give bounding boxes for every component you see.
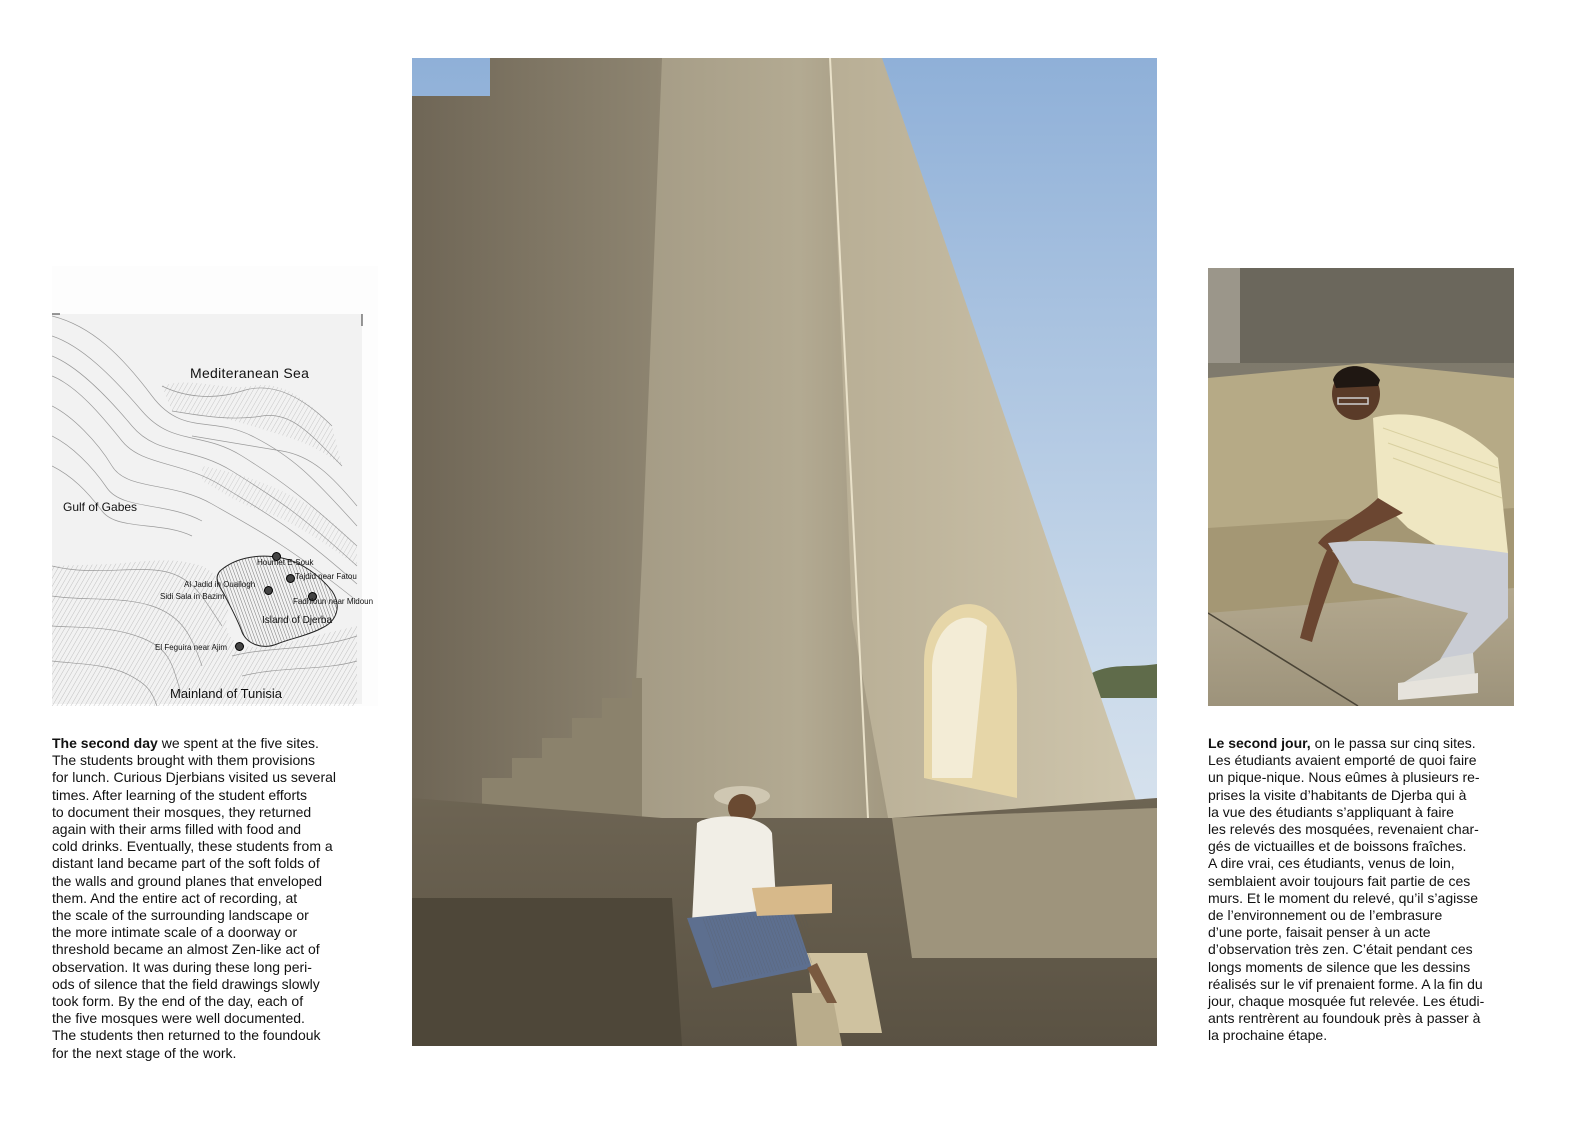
text-line: took form. By the end of the day, each of (52, 993, 304, 1010)
text-line: The students brought with them provisions (52, 752, 316, 769)
student-photo (1208, 268, 1514, 706)
text-line: The students then returned to the foundouk (52, 1027, 321, 1044)
text-line: the five mosques were well documented. (52, 1010, 305, 1027)
english-first-line: we spent at the five sites. (157, 735, 319, 751)
mosque-photo-drawing (412, 58, 1157, 1046)
text-line: ants rentrèrent au foundouk près à passer à (1208, 1010, 1481, 1027)
text-line: A dire vrai, ces étudiants, venus de loin, (1208, 855, 1455, 872)
text-line: observation. It was during these long peri- (52, 958, 312, 975)
text-line: for lunch. Curious Djerbians visited us several (52, 769, 337, 786)
text-line: cold drinks. Eventually, these students from a (52, 838, 333, 855)
site-label: Houmet E-Souk (257, 558, 314, 567)
english-lead: The second day (52, 735, 158, 751)
text-line: the more intimate scale of a doorway or (52, 924, 298, 941)
text-line: to document their mosques, they returned (52, 803, 312, 820)
french-first-line: on le passa sur cinq sites. (1310, 735, 1476, 751)
site-label: Fadhloun near Midoun (293, 597, 374, 606)
site-label: Sidi Sala in Bazim (160, 592, 225, 601)
english-paragraph (52, 735, 370, 1062)
text-line: un pique-nique. Nous eûmes à plusieurs re- (1208, 769, 1480, 786)
student-photo-drawing (1208, 268, 1514, 706)
site-label: Al Jadid in Ouallogh (184, 580, 256, 589)
island-label: Island of Djerba (262, 615, 333, 626)
text-line: ods of silence that the field drawings slowly (52, 975, 320, 992)
text-line: times. After learning of the student efforts (52, 786, 307, 803)
text-line: threshold became an almost Zen-like act of (52, 941, 320, 958)
site-marker (264, 586, 273, 595)
text-line: again with their arms filled with food and (52, 821, 302, 838)
mainland-label: Mainland of Tunisia (170, 686, 283, 701)
sea-label: Mediteranean Sea (190, 365, 310, 381)
site-marker (235, 642, 244, 651)
site-label: Tajdid near Fatou (295, 572, 357, 581)
text-line: de l’environnement ou de l’embrasure (1208, 907, 1443, 924)
djerba-map (52, 266, 378, 706)
text-line: d’une porte, faisait penser à un acte (1208, 924, 1431, 941)
french-lead: Le second jour, (1208, 735, 1311, 751)
text-line: prises la visite d’habitants de Djerba qui à (1208, 786, 1467, 803)
text-line: jour, chaque mosquée fut relevée. Les étudi- (1208, 993, 1485, 1010)
text-line: la prochaine étape. (1208, 1027, 1328, 1044)
mosque-photo (412, 58, 1157, 1046)
text-line: semblaient avoir toujours fait partie de ces (1208, 872, 1471, 889)
text-line: d’observation très zen. C’était pendant ces (1208, 941, 1473, 958)
text-line: gés de victuailles et de boissons fraîches. (1208, 838, 1467, 855)
site-marker (286, 574, 295, 583)
site-label: El Feguira near Ajim (155, 643, 228, 652)
text-line: distant land became part of the soft folds of (52, 855, 320, 872)
text-line: réalisés sur le vif prenaient forme. A la fin du (1208, 975, 1483, 992)
text-line: les relevés des mosquées, revenaient char- (1208, 821, 1479, 838)
gulf-label: Gulf of Gabes (63, 500, 138, 514)
text-line: longs moments de silence que les dessins (1208, 958, 1471, 975)
text-line: murs. Et le moment du relevé, qu’il s’agisse (1208, 889, 1478, 906)
french-paragraph (1208, 735, 1520, 1045)
text-line: the walls and ground planes that enveloped (52, 872, 323, 889)
map-drawing (52, 266, 378, 706)
text-line: them. And the entire act of recording, at (52, 889, 298, 906)
text-line: the scale of the surrounding landscape or (52, 907, 309, 924)
text-line: Les étudiants avaient emporté de quoi faire (1208, 752, 1477, 769)
text-line: la vue des étudiants s’appliquant à faire (1208, 803, 1454, 820)
text-line: for the next stage of the work. (52, 1044, 237, 1061)
